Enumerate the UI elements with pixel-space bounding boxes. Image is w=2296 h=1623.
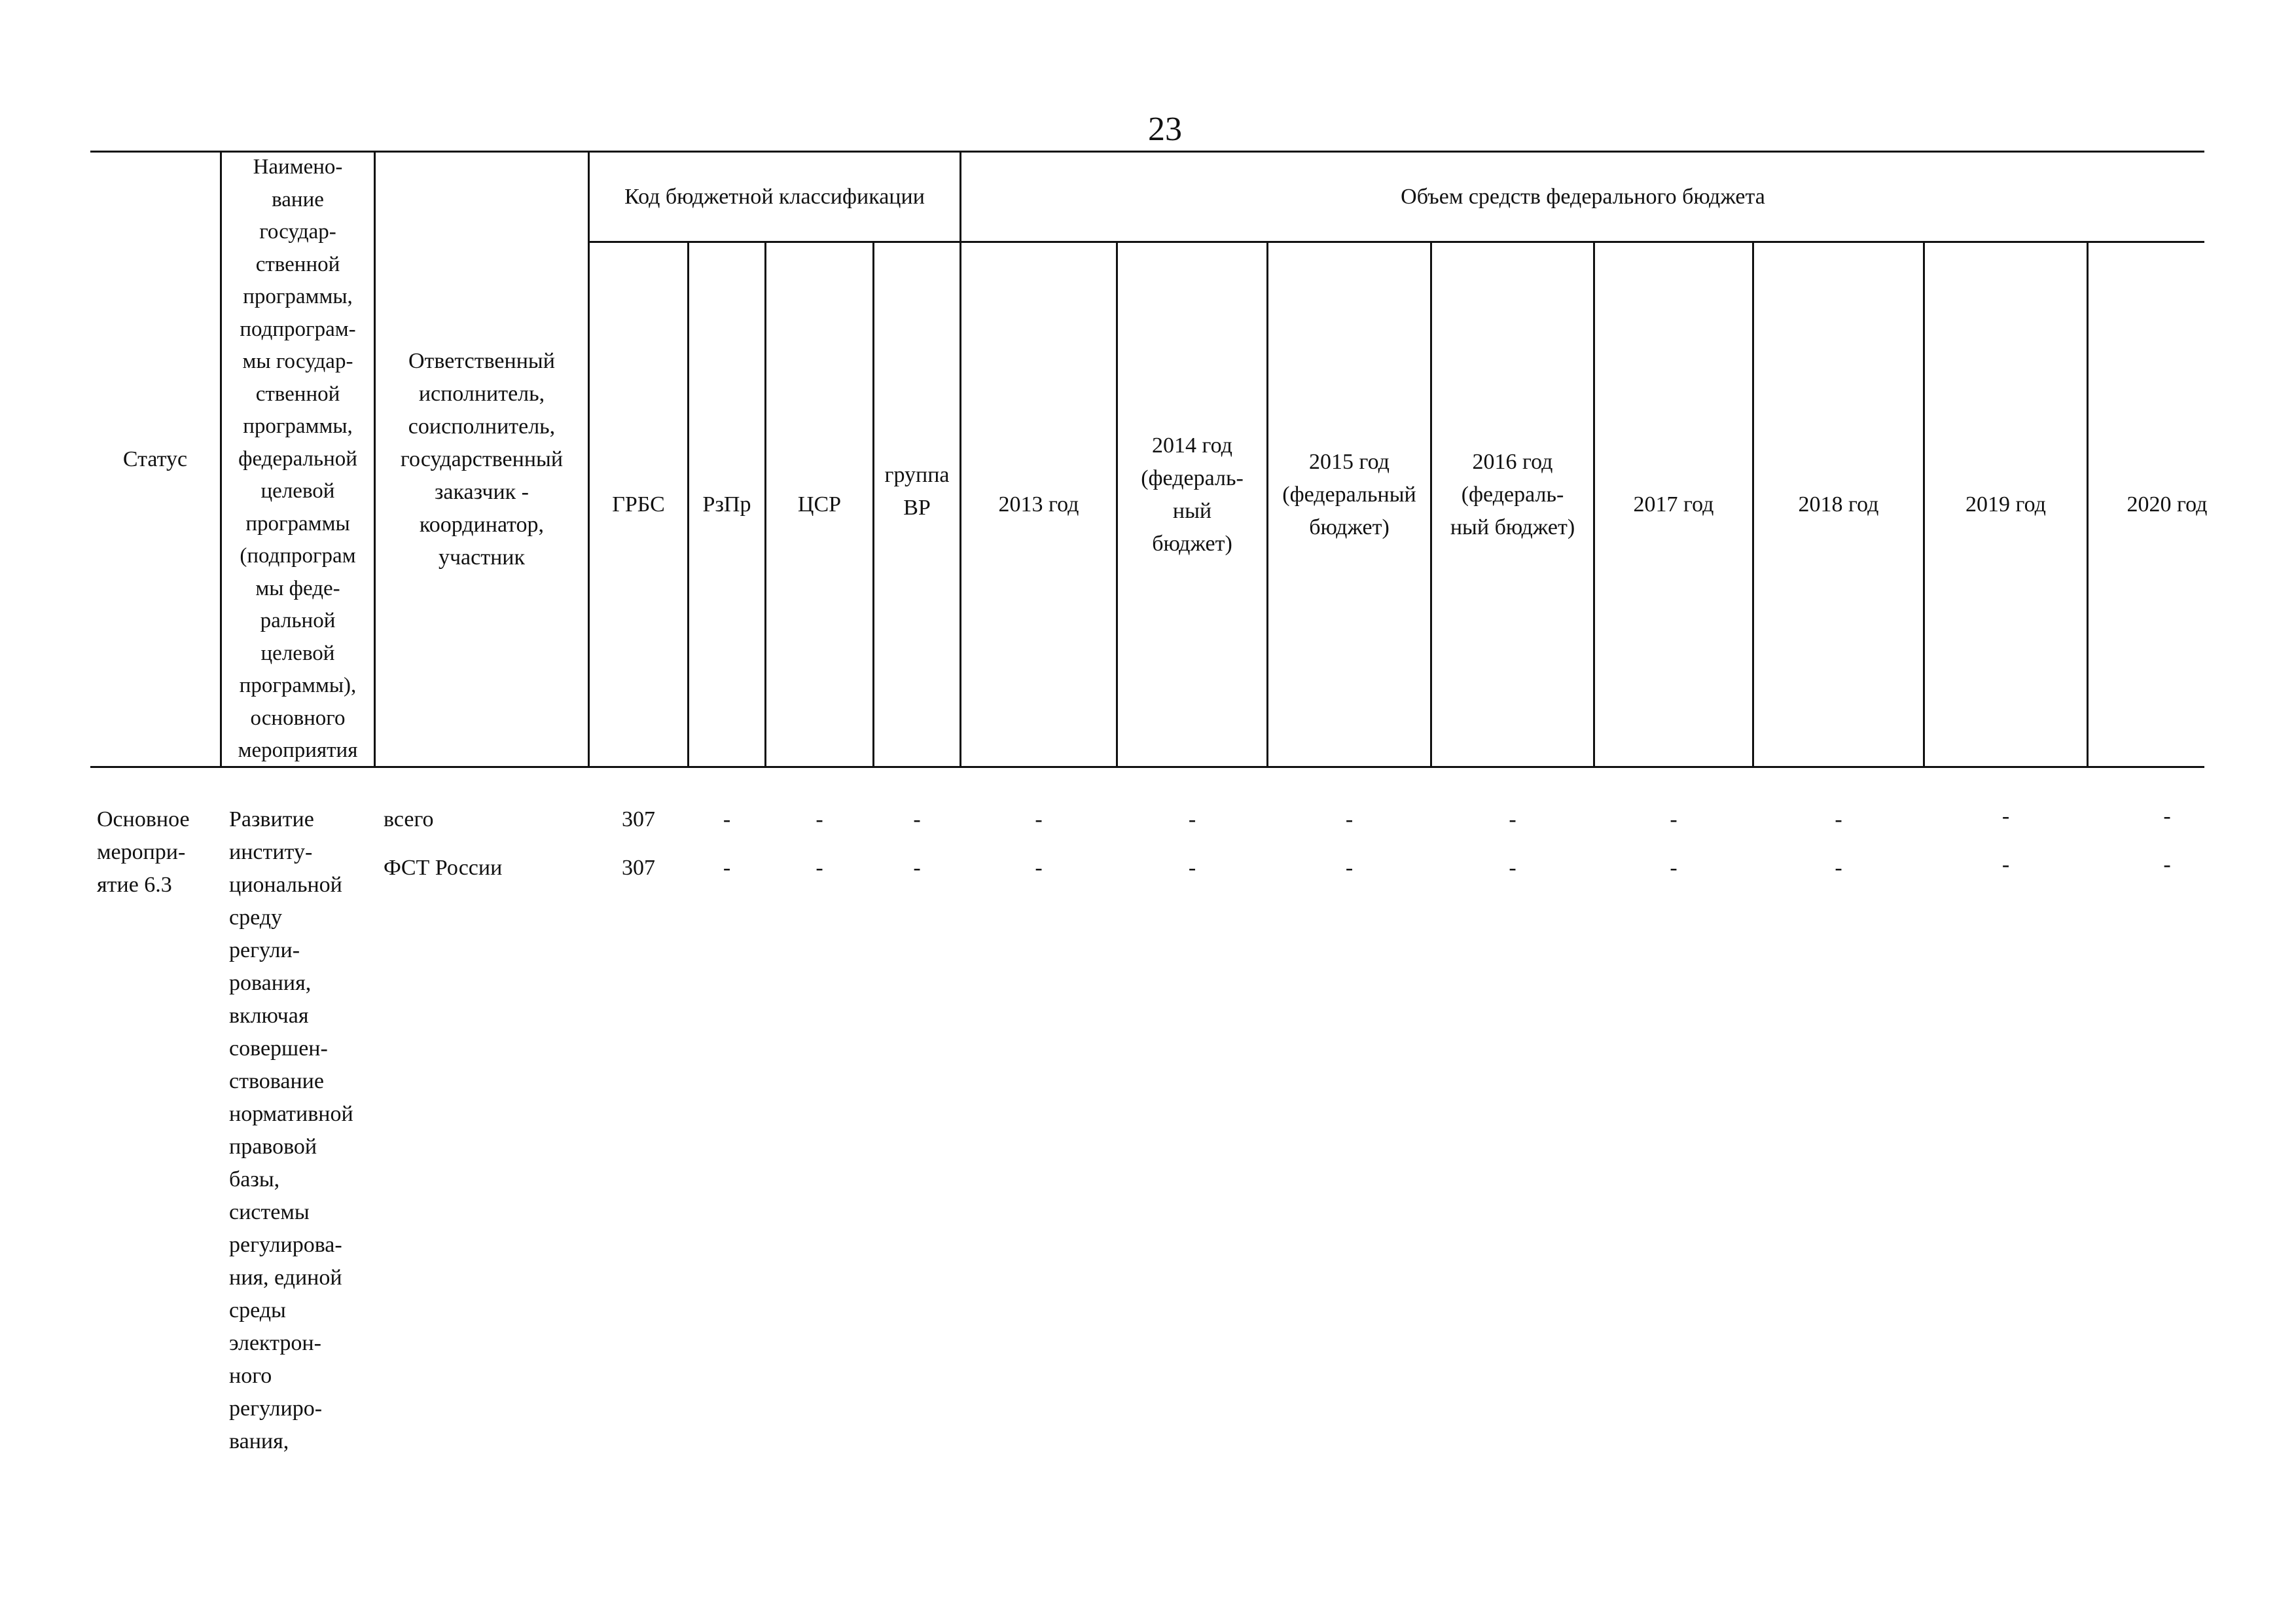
header-grbs: ГРБС	[612, 492, 665, 517]
header-2013: 2013 год	[998, 492, 1079, 517]
page-number: 23	[1148, 111, 1182, 148]
header-rzpr: РзПр	[702, 492, 751, 517]
row-csr: -	[816, 807, 823, 831]
row-name: Развитие институ- циональной среду регули- рования, включая совершен- ствование нормативной правовой базы, системы регулирова- ния, единой среды электрон- ного регулиро- вания,	[229, 807, 353, 1453]
row-2017: -	[1670, 807, 1677, 831]
row-2017: -	[1670, 856, 1677, 880]
row-responsible: всего	[384, 807, 434, 831]
row-2019: -	[2001, 804, 2010, 828]
row-grbs: 307	[622, 807, 655, 831]
header-responsible: Ответственный исполнитель, соисполнитель, государственный заказчик - координатор, участник	[400, 348, 564, 570]
row-2020: -	[2163, 852, 2171, 877]
row-2019: -	[2001, 852, 2010, 877]
row-2015: -	[1345, 856, 1354, 880]
row-2018: -	[1835, 807, 1842, 831]
header-2016: 2016 год (федераль- ный бюджет)	[1450, 449, 1575, 539]
header-name: Наимено- вание государ- ственной программы, подпрограм- мы государ- ственной программы, федеральной целевой программы (подпрограм мы феде- ральной целевой программы), основного мероприятия	[238, 155, 358, 763]
row-2013: -	[1035, 807, 1043, 831]
row-rzpr: -	[723, 856, 731, 880]
row-responsible: ФСТ России	[384, 856, 503, 880]
row-2020: -	[2163, 804, 2171, 828]
row-status: Основное меропри- ятие 6.3	[97, 807, 190, 897]
row-2018: -	[1835, 856, 1842, 880]
header-bottom-rule	[90, 766, 2204, 768]
header-csr: ЦСР	[797, 492, 842, 517]
row-2013: -	[1035, 856, 1043, 880]
header-2014: 2014 год (федераль- ный бюджет)	[1141, 433, 1244, 556]
row-2014: -	[1188, 856, 1196, 880]
row-csr: -	[816, 856, 823, 880]
row-2016: -	[1509, 856, 1516, 880]
header-vr: группа ВР	[884, 462, 950, 520]
row-rzpr: -	[723, 807, 731, 831]
header-status: Статус	[122, 447, 188, 471]
row-2014: -	[1188, 807, 1196, 831]
row-grbs: 307	[622, 856, 655, 880]
header-2018: 2018 год	[1798, 492, 1879, 517]
header-2020: 2020 год	[2126, 492, 2208, 517]
header-2015: 2015 год (федеральный бюджет)	[1282, 449, 1416, 539]
row-vr: -	[913, 807, 921, 831]
row-vr: -	[913, 856, 921, 880]
row-2015: -	[1345, 807, 1354, 831]
header-budget-code: Код бюджетной классификации	[624, 184, 925, 209]
header-budget-volume: Объем средств федерального бюджета	[1401, 184, 1765, 209]
header-2019: 2019 год	[1965, 492, 2046, 517]
row-2016: -	[1509, 807, 1516, 831]
header-2017: 2017 год	[1633, 492, 1714, 517]
